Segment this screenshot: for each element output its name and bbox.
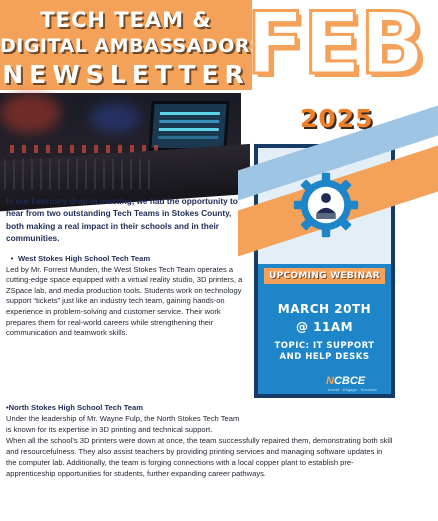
- section-text-narrow: Under the leadership of Mr. Wayne Fulp, the North Stokes Tech Team is known for its expertise in 3D printing and technical support.: [6, 414, 240, 434]
- section-text: Led by Mr. Forrest Munden, the West Stokes Tech Team operates a cutting-edge space equipped with a virtual reality studio, 3D printers, a ZSpace lab, and media production tools. Students work on technology support “tickets” just like an industry tech team, gaining hands-on experience in problem-solving and customer service. Their work prepares them for real-world careers while strengthening their communication and teamwork skills.: [6, 264, 243, 338]
- bullet-icon: •: [6, 403, 9, 412]
- bullet-icon: •: [10, 254, 14, 263]
- section-heading: •North Stokes High School Tech Team: [6, 403, 143, 412]
- webinar-graphic: [258, 148, 391, 264]
- month-label: FEB: [246, 0, 424, 94]
- gear-person-icon: [291, 170, 361, 240]
- webinar-topic: TOPIC: IT SUPPORT AND HELP DESKS: [274, 341, 375, 362]
- year-label: 2025: [300, 104, 374, 133]
- header-title-line3: NEWSLETTER: [2, 60, 250, 89]
- monitor: [148, 101, 229, 151]
- webinar-card: [254, 144, 395, 398]
- intro-paragraph: In our February drop-in meeting, we had the opportunity to hear from two outstanding Tech Teams in Stokes County, both making a real impact in their schools and in their communities.: [6, 196, 238, 243]
- section-text-wide: When all the school’s 3D printers were down at once, the team successfully repaired them, demonstrating both skill and resourcefulness. They also assist teachers by providing printing services and managing software updates in the computer lab. Additionally, the team is forging connections with a local copper plant to establish pre-apprenticeship opportunities for students, further expanding career pathways.: [6, 436, 393, 478]
- webinar-badge: UPCOMING WEBINAR: [264, 268, 385, 284]
- section-west-stokes: [6, 254, 243, 339]
- ncbce-logo: NCBCE: [326, 375, 366, 387]
- section-north-stokes: [6, 402, 394, 479]
- section-heading: • West Stokes High School Tech Team: [6, 254, 243, 265]
- webinar-date: MARCH 20TH @ 11AM: [277, 302, 372, 334]
- header-title-line2: DIGITAL AMBASSADORS: [0, 35, 265, 57]
- header-title-line1: TECH TEAM &: [40, 8, 212, 32]
- tech-studio-photo: [0, 93, 241, 194]
- ncbce-tagline: Invest · Engage · Succeed: [328, 388, 377, 392]
